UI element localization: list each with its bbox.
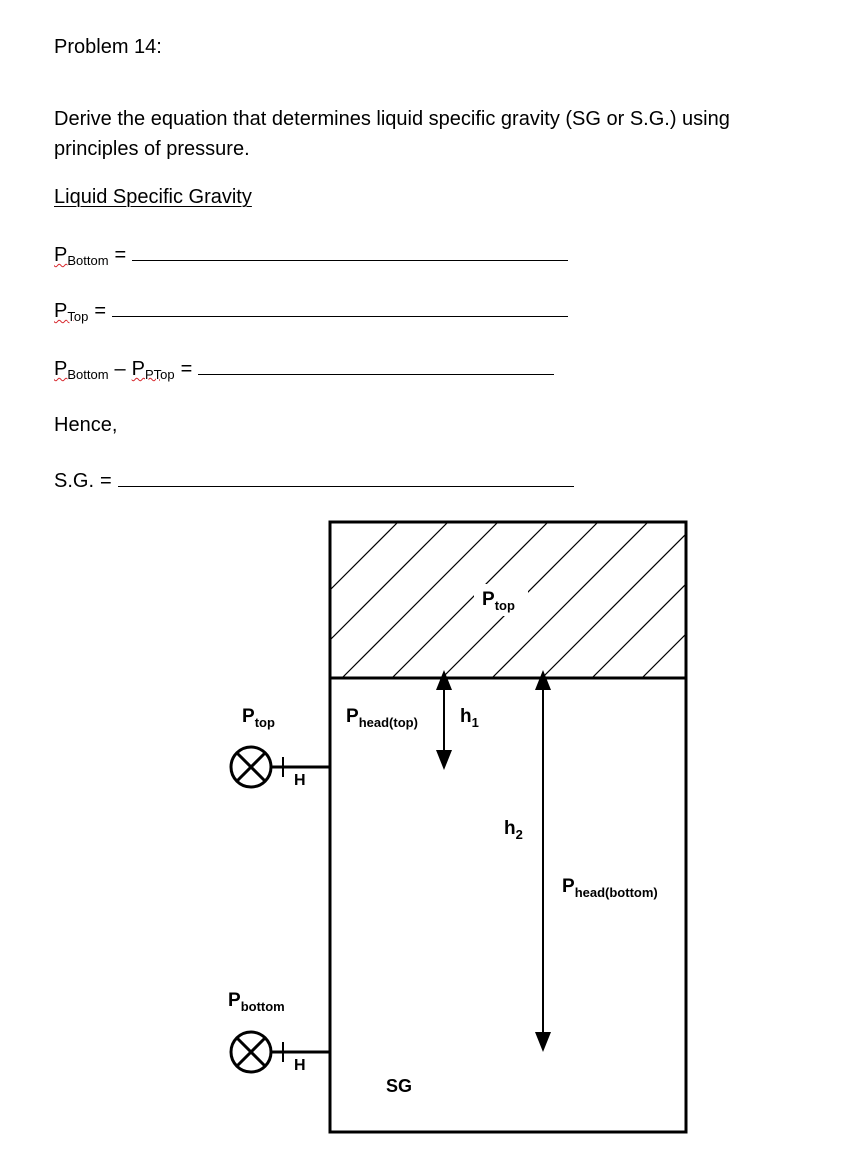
sg-equals: = bbox=[100, 470, 112, 492]
section-heading: Liquid Specific Gravity bbox=[54, 186, 252, 208]
difference-symbol-1: $P_{Bottom}$ bbox=[54, 358, 109, 382]
head-bottom-label: $P_{head(bottom)}$ bbox=[562, 876, 658, 900]
gauge-top-tap-label: H bbox=[294, 772, 306, 789]
problem-title: Problem 14: bbox=[54, 36, 162, 58]
h2-label: $h_2$ bbox=[504, 818, 523, 842]
gas-hatching bbox=[330, 520, 800, 700]
difference-minus: – bbox=[114, 358, 126, 380]
p-bottom-equals: = bbox=[114, 244, 127, 266]
p-top-equals: = bbox=[94, 300, 106, 322]
gauge-bottom-tap-label: H bbox=[294, 1057, 306, 1074]
liquid-sg-label: SG bbox=[386, 1076, 413, 1096]
difference-equals: = bbox=[180, 358, 193, 380]
gauge-top-label: $P_{top}$ bbox=[242, 706, 275, 730]
head-top-label: $P_{head(top)}$ bbox=[346, 706, 418, 730]
gauge-top-icon bbox=[231, 747, 271, 787]
p-bottom-symbol: $P_{Bottom}$ bbox=[54, 244, 109, 268]
gauge-bottom-icon bbox=[231, 1032, 271, 1072]
problem-instructions: Derive the equation that determines liquid specific gravity (SG or S.G.) using principles of pressure. bbox=[54, 108, 730, 160]
gauge-bottom-label: $P_{bottom}$ bbox=[228, 990, 285, 1014]
p-top-symbol: $P_{Top}$ bbox=[54, 300, 89, 324]
difference-symbol-2: $P_{PTop}$ bbox=[131, 358, 175, 382]
sg-label: S.G. bbox=[54, 470, 95, 492]
gas-pressure-label: $P_{top}$ bbox=[482, 589, 515, 613]
h1-label: $h_1$ bbox=[460, 706, 479, 730]
hence-text: Hence, bbox=[54, 414, 118, 436]
